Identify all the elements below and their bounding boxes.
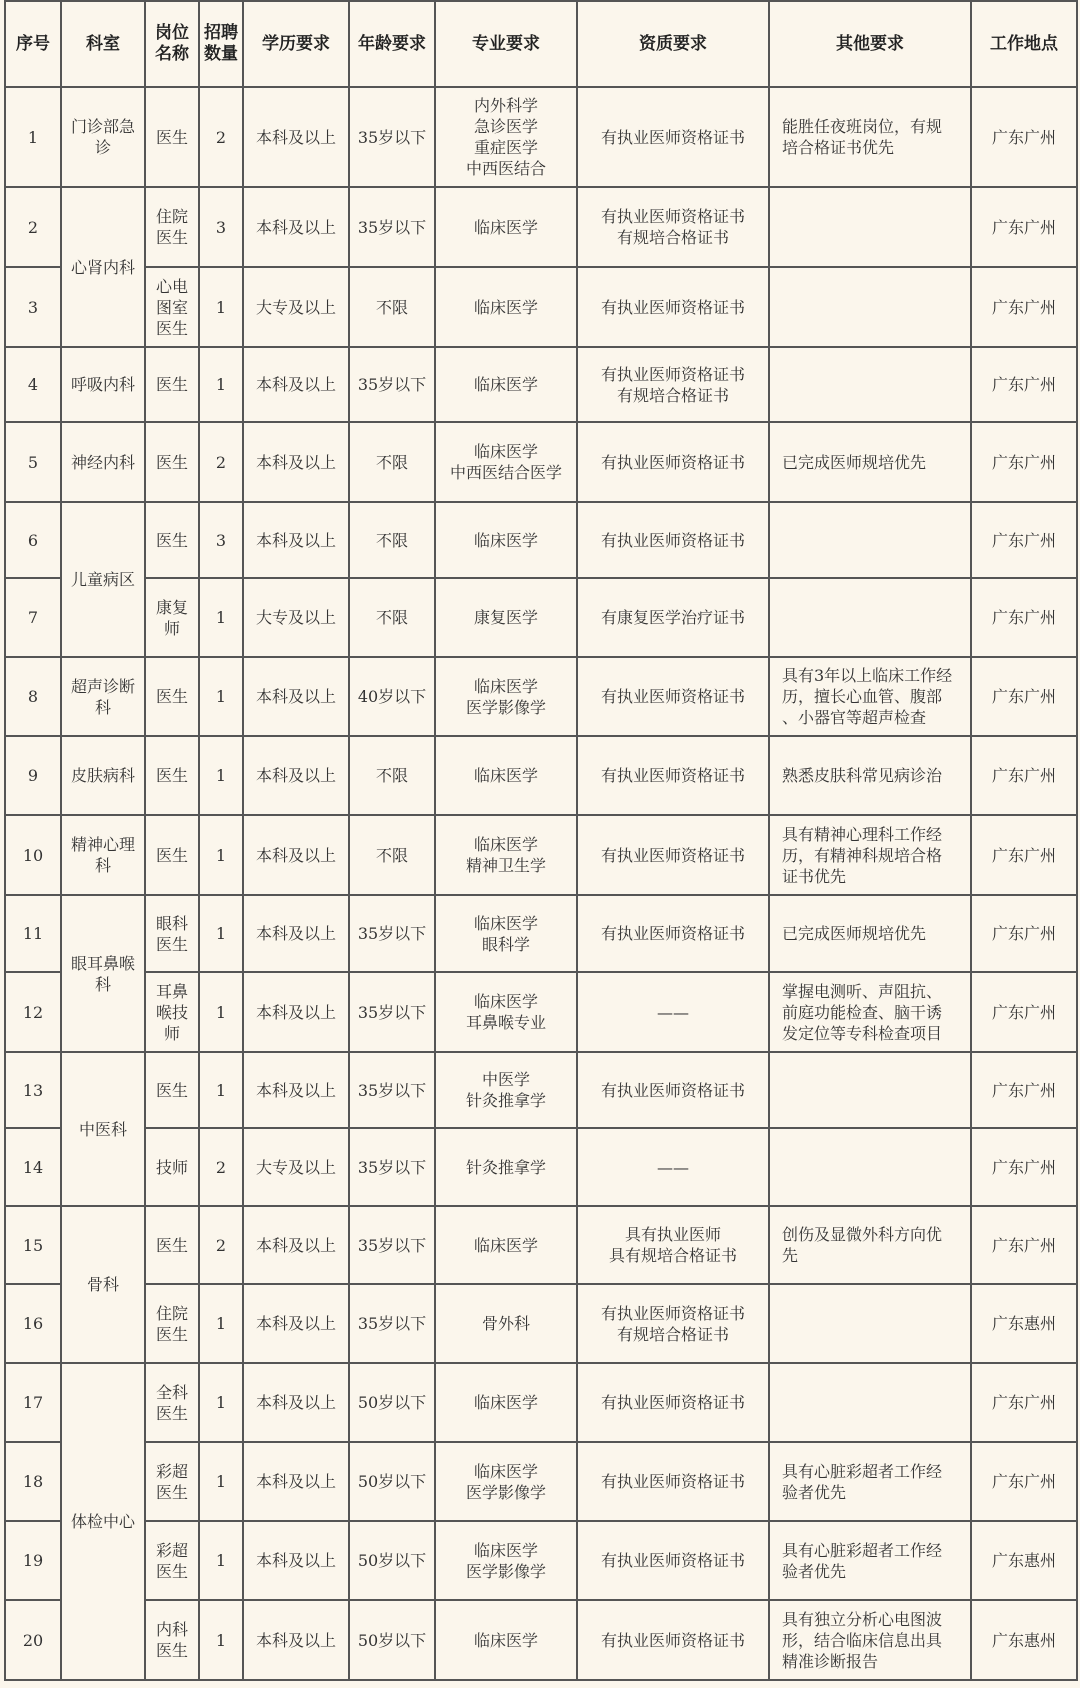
cell-loc: 广东广州	[971, 972, 1077, 1052]
cell-post: 眼科 医生	[145, 895, 199, 972]
cell-other: 熟悉皮肤科常见病诊治	[769, 736, 971, 815]
cell-seq: 7	[5, 578, 61, 657]
cell-major: 临床医学 医学影像学	[435, 657, 577, 736]
cell-cert: ——	[577, 1128, 769, 1206]
cell-age: 35岁以下	[349, 895, 435, 972]
cell-age: 35岁以下	[349, 87, 435, 187]
table-row	[5, 502, 1077, 578]
cell-seq: 4	[5, 347, 61, 422]
cell-edu: 本科及以上	[243, 972, 349, 1052]
cell-loc: 广东广州	[971, 187, 1077, 267]
header-loc: 工作地点	[971, 1, 1077, 87]
cell-loc: 广东广州	[971, 1206, 1077, 1284]
cell-age: 35岁以下	[349, 347, 435, 422]
cell-dept: 精神心理 科	[61, 815, 145, 895]
cell-dept: 骨科	[61, 1206, 145, 1363]
header-seq: 序号	[5, 1, 61, 87]
cell-other	[769, 1284, 971, 1363]
cell-post: 彩超 医生	[145, 1521, 199, 1600]
cell-cert: 有执业医师资格证书	[577, 736, 769, 815]
table-row	[5, 1600, 1077, 1680]
cell-dept: 皮肤病科	[61, 736, 145, 815]
cell-post: 医生	[145, 1052, 199, 1128]
cell-major: 内外科学 急诊医学 重症医学 中西医结合	[435, 87, 577, 187]
cell-other	[769, 1363, 971, 1442]
cell-edu: 本科及以上	[243, 1206, 349, 1284]
cell-num: 1	[199, 267, 243, 347]
cell-seq: 13	[5, 1052, 61, 1128]
cell-loc: 广东广州	[971, 815, 1077, 895]
cell-edu: 大专及以上	[243, 1128, 349, 1206]
cell-age: 35岁以下	[349, 1206, 435, 1284]
cell-loc: 广东广州	[971, 1442, 1077, 1521]
cell-num: 1	[199, 815, 243, 895]
cell-edu: 本科及以上	[243, 657, 349, 736]
cell-num: 2	[199, 1128, 243, 1206]
cell-cert: 有执业医师资格证书	[577, 657, 769, 736]
table-row	[5, 87, 1077, 187]
cell-num: 1	[199, 736, 243, 815]
cell-other: 具有心脏彩超者工作经 验者优先	[769, 1442, 971, 1521]
cell-num: 1	[199, 347, 243, 422]
cell-post: 医生	[145, 815, 199, 895]
cell-major: 临床医学 医学影像学	[435, 1442, 577, 1521]
cell-dept: 眼耳鼻喉 科	[61, 895, 145, 1052]
cell-num: 3	[199, 187, 243, 267]
cell-post: 医生	[145, 657, 199, 736]
cell-edu: 大专及以上	[243, 578, 349, 657]
cell-post: 住院 医生	[145, 187, 199, 267]
cell-dept: 体检中心	[61, 1363, 145, 1680]
cell-other: 能胜任夜班岗位，有规 培合格证书优先	[769, 87, 971, 187]
cell-other	[769, 347, 971, 422]
cell-post: 医生	[145, 1206, 199, 1284]
cell-edu: 本科及以上	[243, 815, 349, 895]
table-row	[5, 1128, 1077, 1206]
header-dept: 科室	[61, 1, 145, 87]
cell-age: 35岁以下	[349, 1052, 435, 1128]
cell-age: 50岁以下	[349, 1442, 435, 1521]
cell-edu: 本科及以上	[243, 87, 349, 187]
table-row	[5, 1521, 1077, 1600]
header-row	[5, 1, 1077, 87]
cell-post: 内科 医生	[145, 1600, 199, 1680]
cell-edu: 本科及以上	[243, 1600, 349, 1680]
cell-major: 临床医学 耳鼻喉专业	[435, 972, 577, 1052]
cell-num: 1	[199, 1521, 243, 1600]
cell-loc: 广东广州	[971, 1128, 1077, 1206]
cell-seq: 19	[5, 1521, 61, 1600]
cell-cert: 有执业医师资格证书	[577, 1052, 769, 1128]
table-row	[5, 1052, 1077, 1128]
cell-num: 2	[199, 422, 243, 502]
cell-other: 创伤及显微外科方向优 先	[769, 1206, 971, 1284]
cell-loc: 广东惠州	[971, 1284, 1077, 1363]
cell-other	[769, 502, 971, 578]
cell-cert: 有执业医师资格证书	[577, 1521, 769, 1600]
cell-age: 50岁以下	[349, 1600, 435, 1680]
cell-dept: 呼吸内科	[61, 347, 145, 422]
cell-loc: 广东广州	[971, 736, 1077, 815]
cell-seq: 20	[5, 1600, 61, 1680]
cell-loc: 广东惠州	[971, 1600, 1077, 1680]
cell-num: 1	[199, 657, 243, 736]
cell-post: 医生	[145, 736, 199, 815]
cell-loc: 广东广州	[971, 1052, 1077, 1128]
cell-major: 中医学 针灸推拿学	[435, 1052, 577, 1128]
cell-major: 临床医学 眼科学	[435, 895, 577, 972]
table-row	[5, 1442, 1077, 1521]
cell-age: 50岁以下	[349, 1521, 435, 1600]
cell-major: 针灸推拿学	[435, 1128, 577, 1206]
header-num: 招聘 数量	[199, 1, 243, 87]
cell-seq: 12	[5, 972, 61, 1052]
cell-edu: 本科及以上	[243, 347, 349, 422]
header-other: 其他要求	[769, 1, 971, 87]
cell-age: 35岁以下	[349, 187, 435, 267]
table-row	[5, 657, 1077, 736]
cell-post: 住院 医生	[145, 1284, 199, 1363]
cell-seq: 1	[5, 87, 61, 187]
table-row	[5, 972, 1077, 1052]
cell-cert: 有执业医师资格证书 有规培合格证书	[577, 1284, 769, 1363]
cell-edu: 本科及以上	[243, 895, 349, 972]
cell-loc: 广东广州	[971, 578, 1077, 657]
cell-major: 临床医学	[435, 736, 577, 815]
cell-other: 具有独立分析心电图波 形，结合临床信息出具 精准诊断报告	[769, 1600, 971, 1680]
table-row	[5, 267, 1077, 347]
cell-num: 2	[199, 87, 243, 187]
table-row	[5, 815, 1077, 895]
table-row	[5, 736, 1077, 815]
cell-seq: 18	[5, 1442, 61, 1521]
cell-major: 临床医学 中西医结合医学	[435, 422, 577, 502]
cell-cert: 有执业医师资格证书	[577, 1363, 769, 1442]
cell-loc: 广东广州	[971, 422, 1077, 502]
cell-edu: 本科及以上	[243, 187, 349, 267]
cell-post: 医生	[145, 347, 199, 422]
cell-major: 临床医学	[435, 347, 577, 422]
cell-cert: 有执业医师资格证书	[577, 895, 769, 972]
cell-num: 1	[199, 972, 243, 1052]
cell-dept: 心肾内科	[61, 187, 145, 347]
cell-post: 医生	[145, 422, 199, 502]
cell-edu: 大专及以上	[243, 267, 349, 347]
cell-seq: 10	[5, 815, 61, 895]
cell-major: 临床医学	[435, 1206, 577, 1284]
cell-seq: 9	[5, 736, 61, 815]
cell-other	[769, 1128, 971, 1206]
cell-loc: 广东广州	[971, 347, 1077, 422]
cell-major: 临床医学	[435, 187, 577, 267]
cell-major: 骨外科	[435, 1284, 577, 1363]
cell-loc: 广东广州	[971, 895, 1077, 972]
cell-cert: 有康复医学治疗证书	[577, 578, 769, 657]
cell-num: 1	[199, 1052, 243, 1128]
cell-loc: 广东惠州	[971, 1521, 1077, 1600]
cell-num: 3	[199, 502, 243, 578]
cell-seq: 14	[5, 1128, 61, 1206]
cell-edu: 本科及以上	[243, 1442, 349, 1521]
cell-age: 40岁以下	[349, 657, 435, 736]
cell-edu: 本科及以上	[243, 1363, 349, 1442]
cell-dept: 中医科	[61, 1052, 145, 1206]
cell-post: 康复 师	[145, 578, 199, 657]
cell-cert: 有执业医师资格证书	[577, 1600, 769, 1680]
cell-other	[769, 267, 971, 347]
cell-other: 具有3年以上临床工作经 历，擅长心血管、腹部 、小器官等超声检查	[769, 657, 971, 736]
cell-dept: 门诊部急 诊	[61, 87, 145, 187]
cell-seq: 5	[5, 422, 61, 502]
cell-edu: 本科及以上	[243, 422, 349, 502]
cell-seq: 3	[5, 267, 61, 347]
cell-major: 临床医学	[435, 267, 577, 347]
cell-other	[769, 187, 971, 267]
cell-age: 不限	[349, 815, 435, 895]
header-major: 专业要求	[435, 1, 577, 87]
cell-edu: 本科及以上	[243, 736, 349, 815]
cell-major: 临床医学	[435, 1363, 577, 1442]
cell-post: 医生	[145, 87, 199, 187]
cell-cert: 有执业医师资格证书	[577, 502, 769, 578]
table-row	[5, 1363, 1077, 1442]
cell-other	[769, 1052, 971, 1128]
cell-seq: 11	[5, 895, 61, 972]
cell-num: 1	[199, 578, 243, 657]
cell-major: 临床医学	[435, 1600, 577, 1680]
cell-other	[769, 578, 971, 657]
cell-edu: 本科及以上	[243, 1521, 349, 1600]
table-row	[5, 1206, 1077, 1284]
cell-post: 耳鼻 喉技 师	[145, 972, 199, 1052]
cell-post: 心电 图室 医生	[145, 267, 199, 347]
cell-seq: 16	[5, 1284, 61, 1363]
cell-post: 医生	[145, 502, 199, 578]
cell-cert: 有执业医师资格证书 有规培合格证书	[577, 347, 769, 422]
header-edu: 学历要求	[243, 1, 349, 87]
header-age: 年龄要求	[349, 1, 435, 87]
cell-cert: 有执业医师资格证书	[577, 815, 769, 895]
table-row	[5, 895, 1077, 972]
cell-loc: 广东广州	[971, 502, 1077, 578]
cell-cert: 有执业医师资格证书	[577, 1442, 769, 1521]
cell-num: 1	[199, 1284, 243, 1363]
cell-major: 临床医学 医学影像学	[435, 1521, 577, 1600]
table-row	[5, 347, 1077, 422]
cell-other: 已完成医师规培优先	[769, 895, 971, 972]
cell-age: 35岁以下	[349, 972, 435, 1052]
header-cert: 资质要求	[577, 1, 769, 87]
cell-cert: 有执业医师资格证书	[577, 87, 769, 187]
cell-age: 不限	[349, 736, 435, 815]
cell-other: 具有心脏彩超者工作经 验者优先	[769, 1521, 971, 1600]
cell-age: 50岁以下	[349, 1363, 435, 1442]
cell-age: 不限	[349, 578, 435, 657]
cell-seq: 8	[5, 657, 61, 736]
cell-num: 1	[199, 1442, 243, 1521]
cell-edu: 本科及以上	[243, 1052, 349, 1128]
cell-dept: 儿童病区	[61, 502, 145, 657]
cell-seq: 6	[5, 502, 61, 578]
cell-num: 1	[199, 895, 243, 972]
cell-major: 康复医学	[435, 578, 577, 657]
cell-num: 1	[199, 1363, 243, 1442]
cell-edu: 本科及以上	[243, 502, 349, 578]
cell-post: 全科 医生	[145, 1363, 199, 1442]
cell-loc: 广东广州	[971, 1363, 1077, 1442]
cell-post: 技师	[145, 1128, 199, 1206]
cell-age: 不限	[349, 267, 435, 347]
cell-major: 临床医学 精神卫生学	[435, 815, 577, 895]
cell-num: 1	[199, 1600, 243, 1680]
table-row	[5, 422, 1077, 502]
cell-other: 已完成医师规培优先	[769, 422, 971, 502]
cell-age: 35岁以下	[349, 1284, 435, 1363]
table-row	[5, 578, 1077, 657]
cell-cert: ——	[577, 972, 769, 1052]
cell-loc: 广东广州	[971, 87, 1077, 187]
cell-cert: 有执业医师资格证书	[577, 267, 769, 347]
cell-edu: 本科及以上	[243, 1284, 349, 1363]
cell-other: 具有精神心理科工作经 历，有精神科规培合格 证书优先	[769, 815, 971, 895]
cell-num: 2	[199, 1206, 243, 1284]
cell-post: 彩超 医生	[145, 1442, 199, 1521]
cell-major: 临床医学	[435, 502, 577, 578]
cell-age: 不限	[349, 502, 435, 578]
table-row	[5, 1284, 1077, 1363]
cell-cert: 具有执业医师 具有规培合格证书	[577, 1206, 769, 1284]
cell-age: 35岁以下	[349, 1128, 435, 1206]
cell-dept: 超声诊断 科	[61, 657, 145, 736]
recruitment-table	[4, 0, 1078, 1681]
cell-age: 不限	[349, 422, 435, 502]
header-post: 岗位 名称	[145, 1, 199, 87]
cell-cert: 有执业医师资格证书 有规培合格证书	[577, 187, 769, 267]
cell-dept: 神经内科	[61, 422, 145, 502]
table-row	[5, 187, 1077, 267]
cell-seq: 15	[5, 1206, 61, 1284]
cell-seq: 17	[5, 1363, 61, 1442]
cell-cert: 有执业医师资格证书	[577, 422, 769, 502]
cell-seq: 2	[5, 187, 61, 267]
cell-loc: 广东广州	[971, 267, 1077, 347]
cell-other: 掌握电测听、声阻抗、 前庭功能检查、脑干诱 发定位等专科检查项目	[769, 972, 971, 1052]
cell-loc: 广东广州	[971, 657, 1077, 736]
